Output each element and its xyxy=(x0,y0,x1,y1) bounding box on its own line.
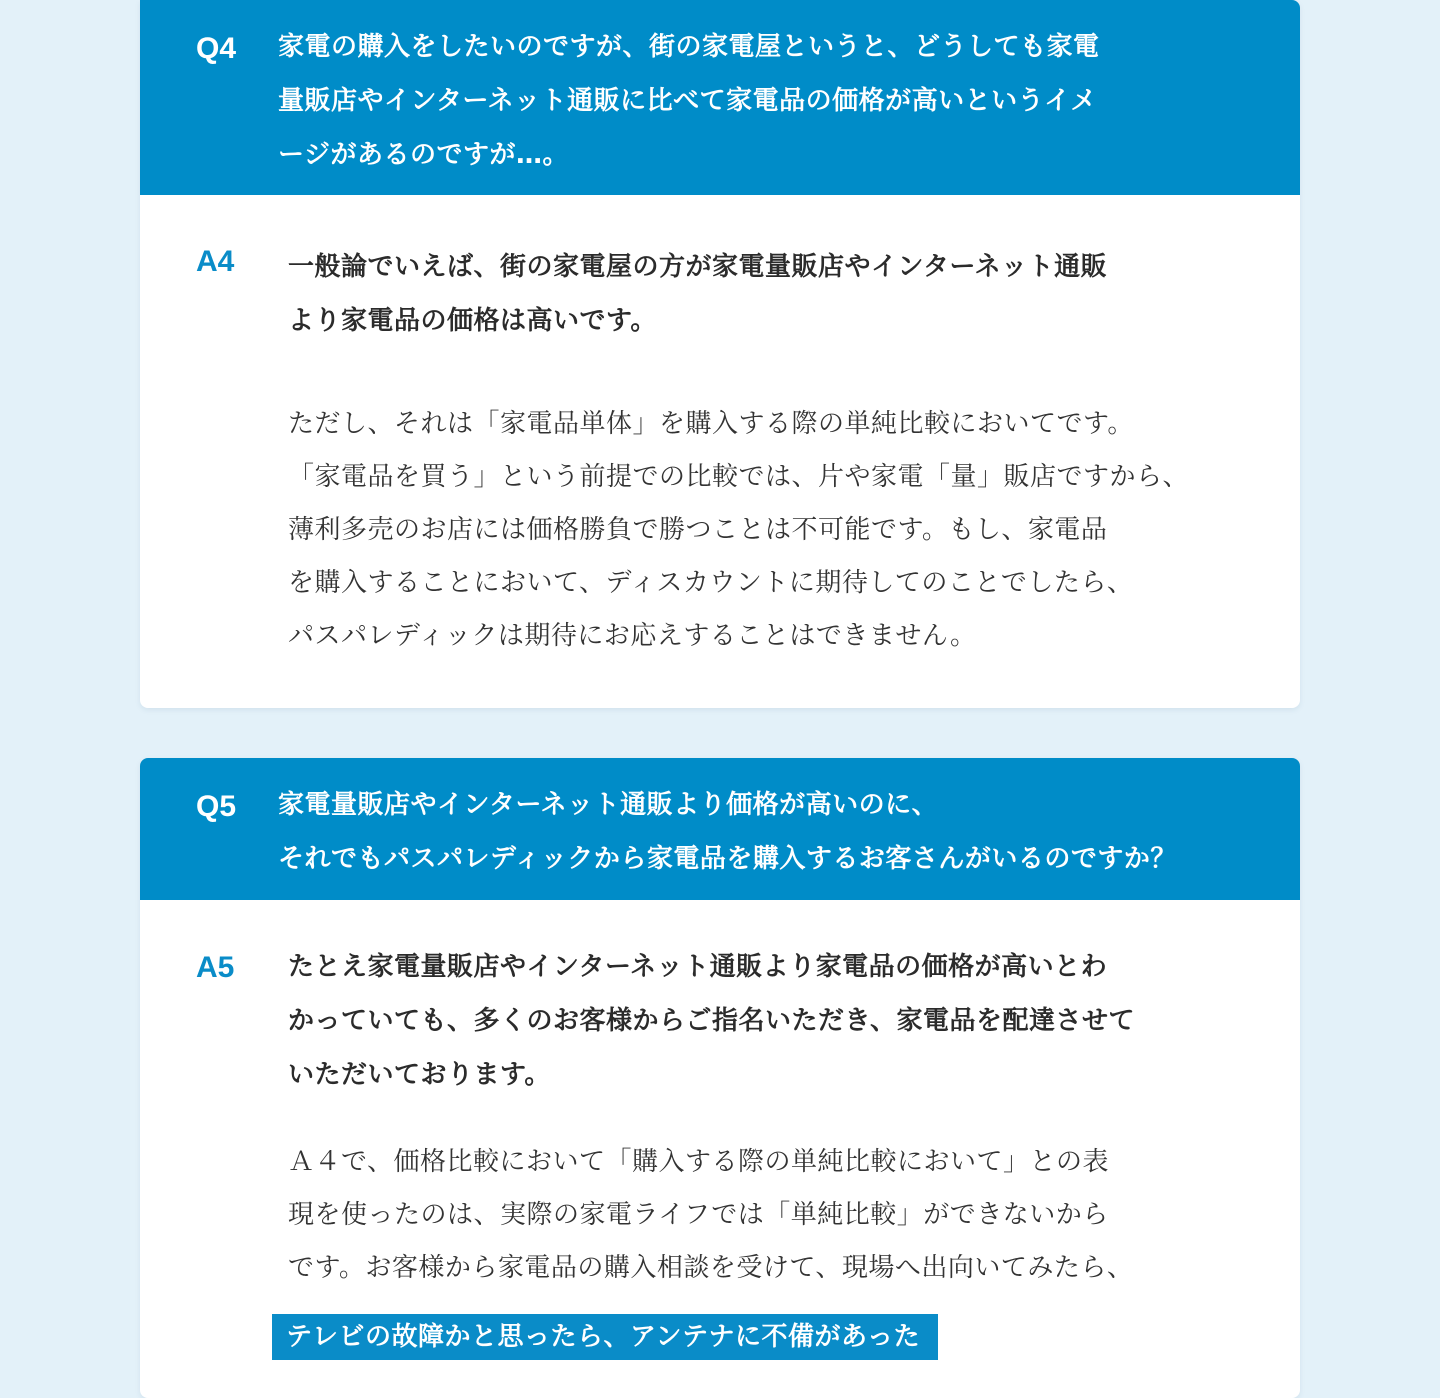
answer-lead-line: 一般論でいえば、街の家電屋の方が家電量販店やインターネット通販 xyxy=(288,252,1108,282)
answer-label: A5 xyxy=(196,951,235,984)
answer-lead-line: いただいております。 xyxy=(288,1060,551,1090)
faq-card-q5 xyxy=(140,758,1300,1398)
question-text xyxy=(278,20,1208,182)
answer-lead xyxy=(288,240,1248,348)
answer-body-line: を購入することにおいて、ディスカウントに期待してのことでしたら、 xyxy=(288,568,1134,598)
answer-body-line: 現を使ったのは、実際の家電ライフでは「単純比較」ができないから xyxy=(288,1200,1109,1230)
faq-card-q4 xyxy=(140,0,1300,708)
answer-body-line: ただし、それは「家電品単体」を購入する際の単純比較においてです。 xyxy=(288,409,1134,439)
answer-body-line: Ａ４で、価格比較において「購入する際の単純比較において」との表 xyxy=(288,1147,1109,1177)
answer-body xyxy=(288,1136,1248,1295)
question-line: 量販店やインターネット通販に比べて家電品の価格が高いというイメ xyxy=(278,86,1097,116)
question-label: Q4 xyxy=(196,32,237,65)
question-line: それでもパスパレディックから家電品を購入するお客さんがいるのですか？ xyxy=(278,844,1177,874)
question-header xyxy=(140,0,1300,195)
question-line: 家電の購入をしたいのですが、街の家電屋というと、どうしても家電 xyxy=(278,32,1100,62)
answer-lead-line: かっていても、多くのお客様からご指名いただき、家電品を配達させて xyxy=(288,1006,1135,1036)
question-header xyxy=(140,758,1300,900)
answer-lead xyxy=(288,940,1248,1102)
answer-lead-line: たとえ家電量販店やインターネット通販より家電品の価格が高いとわ xyxy=(288,952,1108,982)
question-line: ージがあるのですが…。 xyxy=(278,140,569,170)
question-label: Q5 xyxy=(196,790,237,823)
answer-body-line: パスパレディックは期待にお応えすることはできません。 xyxy=(288,621,977,651)
question-text xyxy=(278,778,1288,886)
answer-label: A4 xyxy=(196,245,235,278)
answer-body-line: 「家電品を買う」という前提での比較では、片や家電「量」販店ですから、 xyxy=(288,462,1190,492)
answer-body-line: です。お客様から家電品の購入相談を受けて、現場へ出向いてみたら、 xyxy=(288,1253,1134,1283)
answer-lead-line: より家電品の価格は高いです。 xyxy=(288,306,657,336)
answer-body xyxy=(288,398,1248,663)
highlight-heading: テレビの故障かと思ったら、アンテナに不備があった xyxy=(272,1314,938,1360)
question-line: 家電量販店やインターネット通販より価格が高いのに、 xyxy=(278,790,939,820)
answer-body-line: 薄利多売のお店には価格勝負で勝つことは不可能です。もし、家電品 xyxy=(288,515,1108,545)
